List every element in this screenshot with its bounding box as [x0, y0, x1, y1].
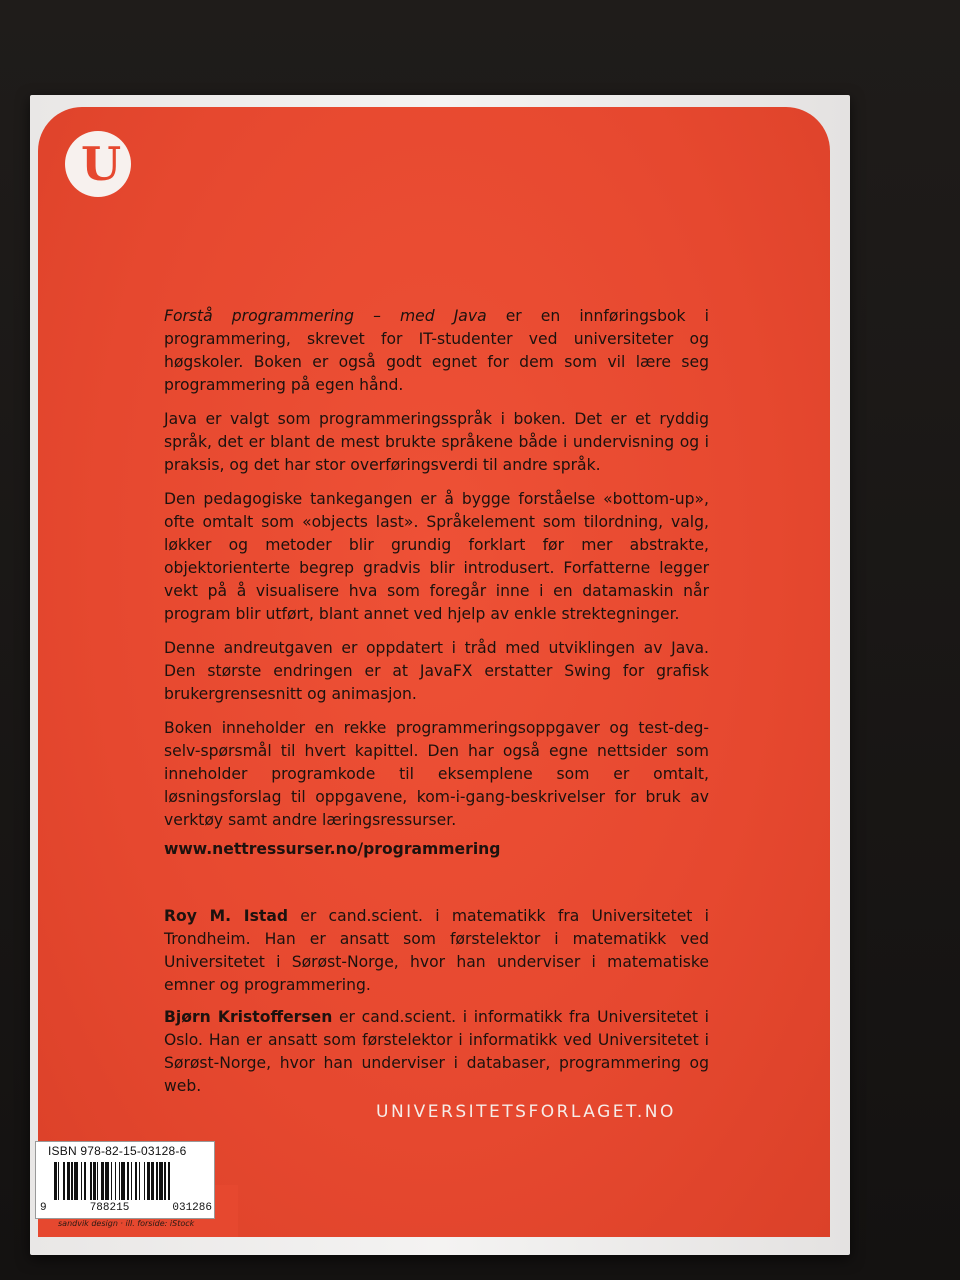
- description-paragraph-4: Denne andreutgaven er oppdatert i tråd med utviklingen av Java. Den største endringen er at JavaFX erstatter Swing for grafisk brukergrensesnitt og animasjon.: [164, 639, 709, 703]
- description-paragraph-5: Boken inneholder en rekke programmeringsoppgaver og test-deg-selv-spørsmål til hvert kapittel. Den har også egne nettsider som inneholder programkode til eksemplene som er omtalt, løsningsforslag til oppgavene, kom-i-gang-beskrivelser for bruk av verktøy samt andre læringsressurser.: [164, 719, 709, 829]
- description-paragraph-1: [164, 305, 709, 397]
- barcode-icon: [54, 1162, 206, 1200]
- description-paragraph-2: Java er valgt som programmeringsspråk i boken. Det er et ryddig språk, det er blant de mest brukte språkene både i undervisning og i praksis, og det har stor overføringsverdi til andre språk.: [164, 410, 709, 474]
- isbn-digit-group-2: 788215: [89, 1202, 130, 1214]
- author-name-2: Bjørn Kristoffersen: [164, 1008, 333, 1026]
- book-title-italic: Forstå programmering – med Java: [164, 307, 487, 325]
- author-bio-text-1: er cand.scient. i matematikk fra Universitetet i Trondheim. Han er ansatt som førstelektor i matematikk ved Universitetet i Sørøst-Norge, hvor han underviser i matematiske emner og programmering.: [164, 907, 709, 994]
- design-credit: sandvik design · ill. forside: iStock: [58, 1219, 195, 1228]
- author-bio-1: [164, 905, 709, 997]
- description-paragraph-3: Den pedagogiske tankegangen er å bygge forståelse «bottom-up», ofte omtalt som «objects last». Språkelement som tilordning, valg, løkker og metoder blir grundig forklart før mer abstrakte, objektorienterte begrep gradvis blir introdusert. Forfatterne legger vekt på å visualisere hva som foregår inne i en datamaskin når program blir utført, blant annet ved hjelp av enkle strektegninger.: [164, 490, 709, 623]
- isbn-digit-group-3: 031286: [172, 1202, 212, 1214]
- book-description: [164, 305, 709, 843]
- isbn-label: ISBN 978-82-15-03128-6: [48, 1144, 187, 1158]
- book-back-cover: [30, 95, 850, 1255]
- author-name-1: Roy M. Istad: [164, 907, 289, 925]
- author-bio-text-2: er cand.scient. i informatikk fra Universitetet i Oslo. Han er ansatt som førstelektor i informatikk ved Universitetet i Sørøst-Norge, hvor han underviser i databaser, programmering og web.: [164, 1008, 709, 1095]
- author-bios: [164, 905, 709, 1107]
- publisher-wordmark: UNIVERSITETSFORLAGET.NO: [376, 1102, 676, 1122]
- isbn-barcode-box: [35, 1141, 215, 1219]
- universitetsforlaget-logo-icon: [65, 131, 131, 197]
- website-url: www.nettressurser.no/programmering: [164, 840, 501, 858]
- description-paragraph-1-rest: er en innføringsbok i programmering, skrevet for IT-studenter ved universiteter og høgskoler. Boken er også godt egnet for dem som vil lære seg programmering på egen hånd.: [164, 307, 709, 394]
- author-bio-2: [164, 1006, 709, 1098]
- logo-mark: U: [80, 137, 116, 191]
- isbn-digit-group-1: 9: [40, 1202, 47, 1214]
- isbn-digits: [40, 1202, 212, 1214]
